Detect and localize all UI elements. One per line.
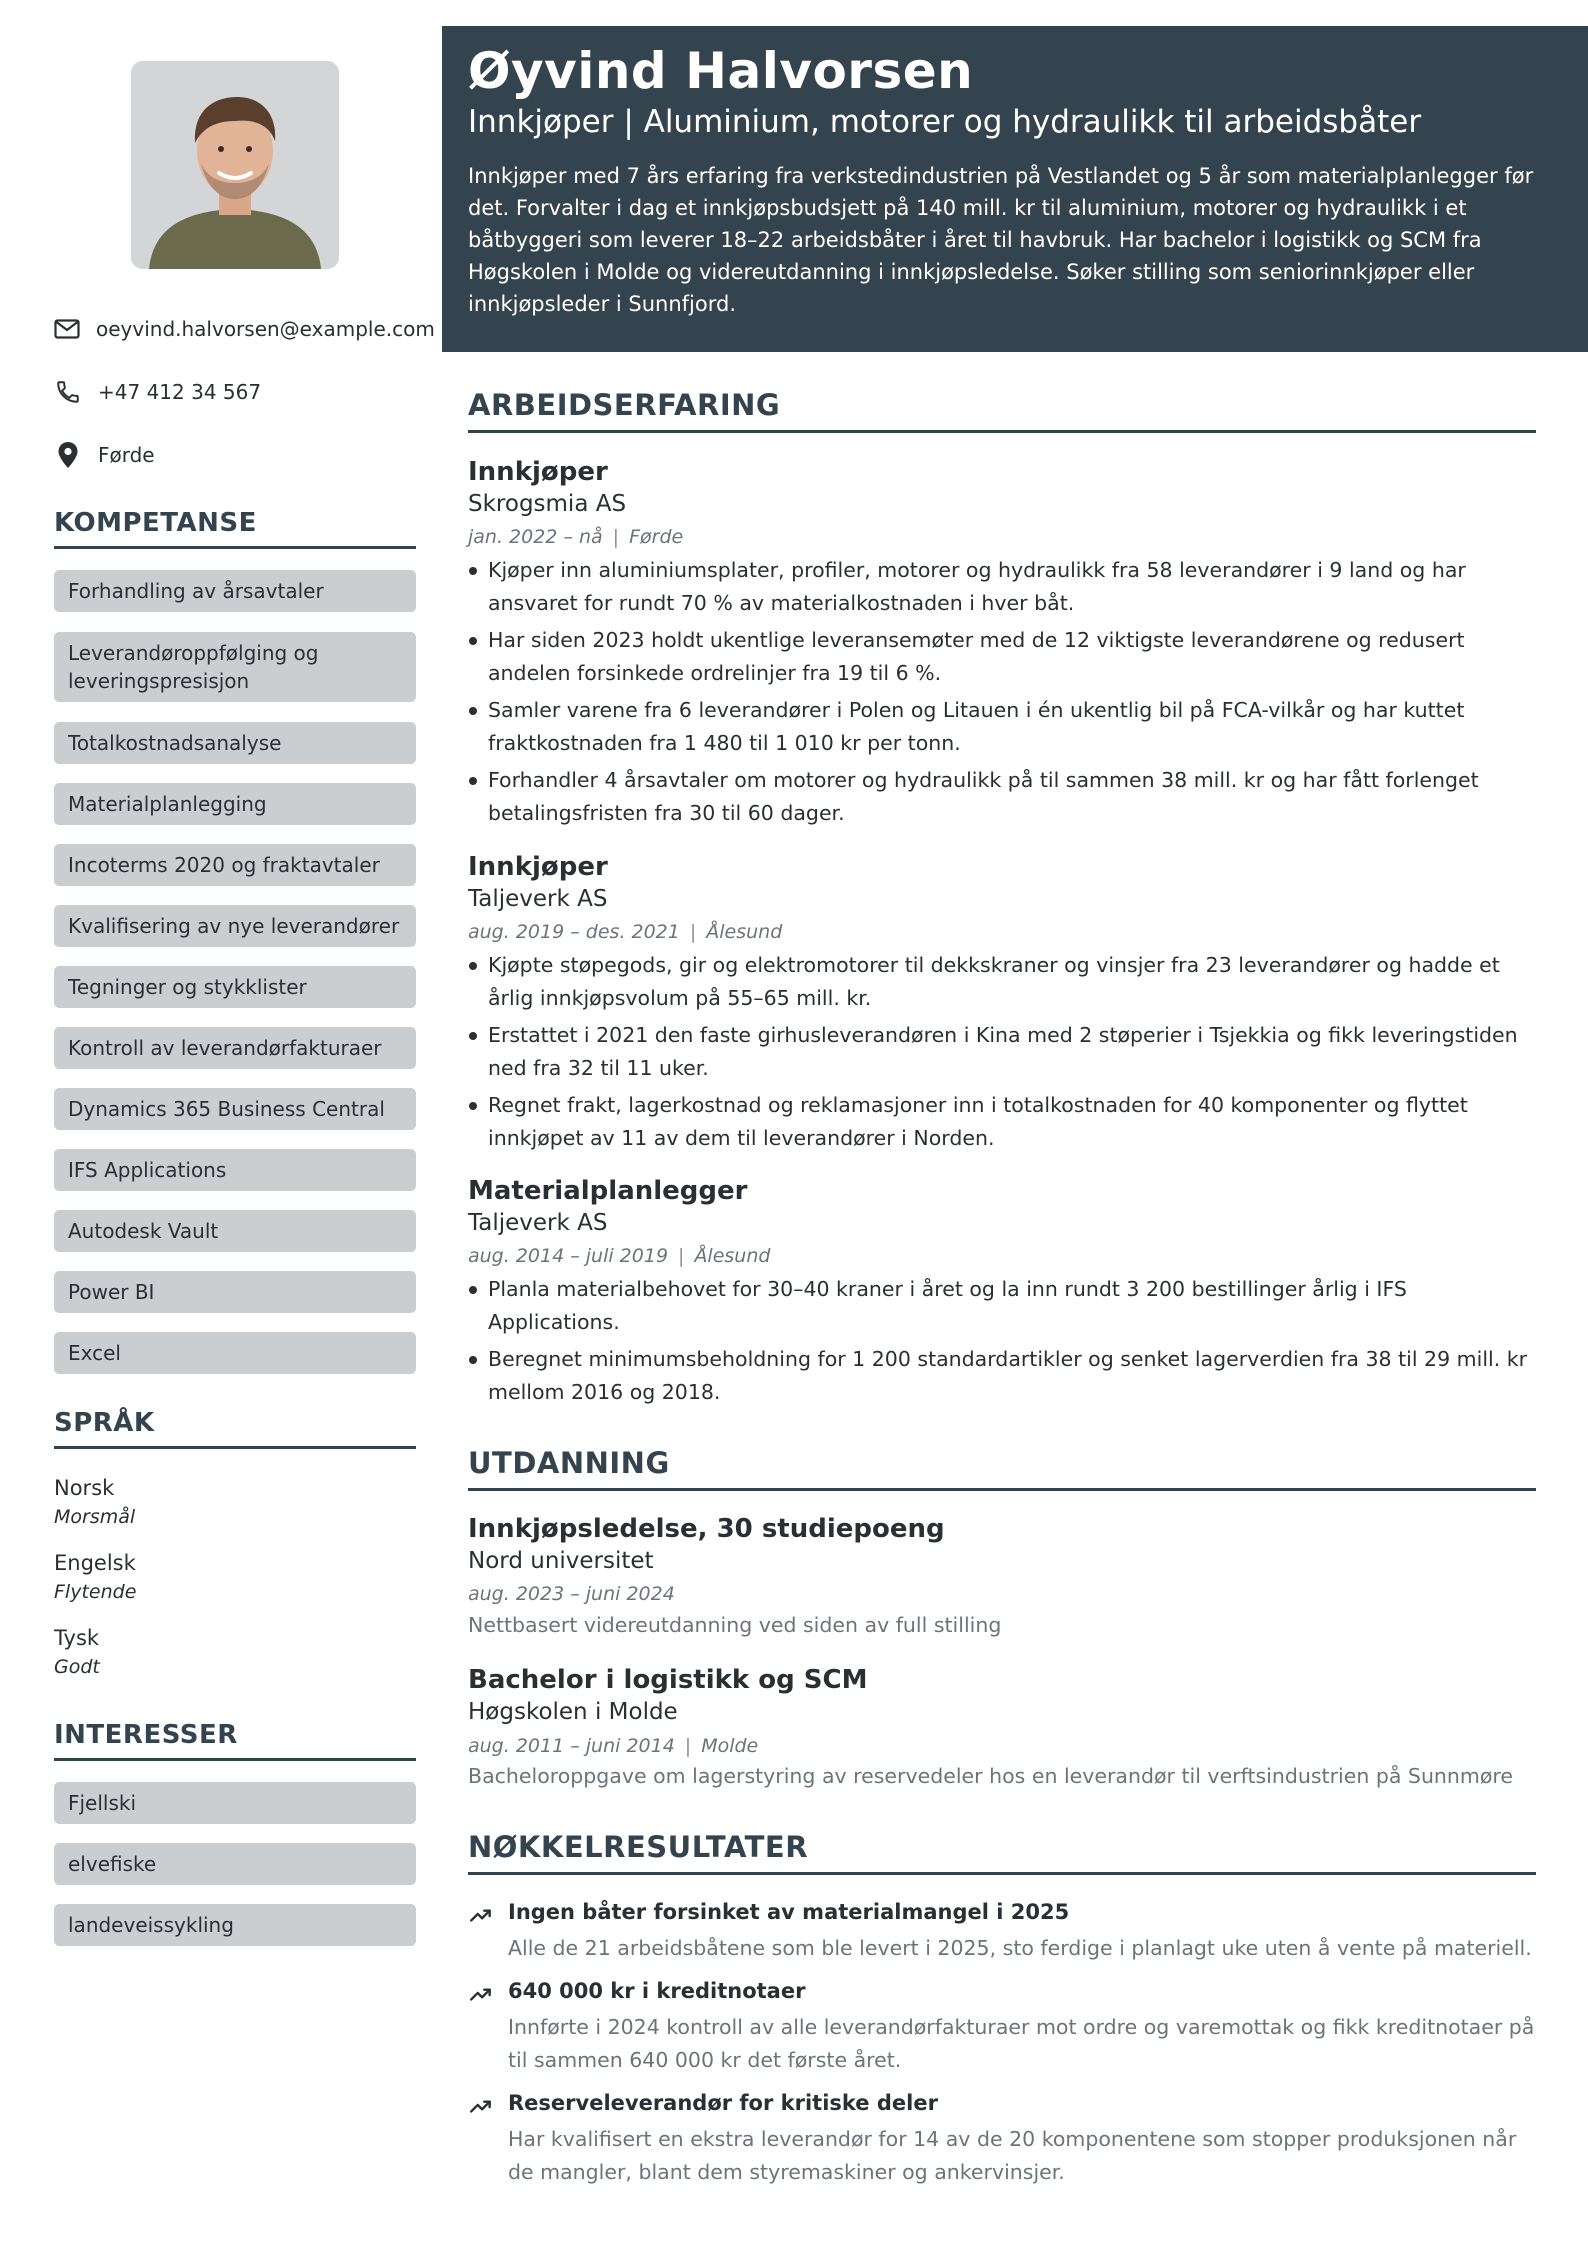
job-bullet: Forhandler 4 årsavtaler om motorer og hydraulikk på til sammen 38 mill. kr og har fått forlenget betalingsfristen fra 30 til 60 dager. — [468, 764, 1540, 830]
interests-heading: INTERESSER — [54, 1720, 416, 1761]
job-bullets — [468, 554, 1540, 834]
result-description: Innførte i 2024 kontroll av alle leverandørfakturaer mot ordre og varemottak og fikk kreditnotaer på til sammen 640 000 kr det første året. — [508, 2015, 1535, 2072]
skill-chip: Tegninger og stykklister — [54, 966, 416, 1008]
skill-chip: Dynamics 365 Business Central — [54, 1088, 416, 1130]
skill-chip: Totalkostnadsanalyse — [54, 722, 416, 764]
language-level: Flytende — [54, 1581, 137, 1603]
skill-chip: Excel — [54, 1332, 416, 1374]
language-level: Morsmål — [54, 1506, 136, 1528]
skill-chip: Kontroll av leverandørfakturaer — [54, 1027, 416, 1069]
profile-photo-illustration — [131, 61, 339, 269]
result-title: 640 000 kr i kreditnotaer — [508, 1979, 806, 2003]
skill-chip: Kvalifisering av nye leverandører — [54, 905, 416, 947]
meta-separator: | — [612, 526, 620, 548]
location-text: Førde — [98, 443, 155, 467]
meta-separator: | — [689, 921, 697, 943]
job-location: Ålesund — [694, 1245, 771, 1267]
job-bullets — [468, 1273, 1540, 1413]
skills-heading: KOMPETANSE — [54, 508, 416, 549]
result-description: Har kvalifisert en ekstra leverandør for 14 av de 20 komponentene som stopper produksjonen når de mangler, blant dem styremaskiner og ankervinsjer. — [508, 2127, 1517, 2184]
job-company: Skrogsmia AS — [468, 491, 627, 517]
interest-chip: landeveissykling — [54, 1904, 416, 1946]
skill-chip: Incoterms 2020 og fraktavtaler — [54, 844, 416, 886]
contact-phone[interactable] — [54, 375, 416, 409]
job-meta — [468, 921, 782, 943]
edu-school: Høgskolen i Molde — [468, 1699, 678, 1725]
edu-meta — [468, 1735, 758, 1757]
trending-up-icon — [468, 1902, 494, 1928]
interest-chip: Fjellski — [54, 1782, 416, 1824]
edu-degree: Innkjøpsledelse, 30 studiepoeng — [468, 1514, 945, 1544]
mail-icon — [54, 315, 80, 343]
job-company: Taljeverk AS — [468, 886, 608, 912]
languages-heading: SPRÅK — [54, 1408, 416, 1449]
skill-chip: Autodesk Vault — [54, 1210, 416, 1252]
job-bullet: Kjøper inn aluminiumsplater, profiler, motorer og hydraulikk fra 58 leverandører i 9 land og har ansvaret for rundt 70 % av materialkostnaden i hver båt. — [468, 554, 1540, 620]
job-title: Innkjøper — [468, 852, 608, 882]
edu-period: aug. 2023 – juni 2024 — [468, 1583, 675, 1605]
job-meta — [468, 526, 683, 548]
edu-location: Molde — [701, 1735, 759, 1757]
edu-description: Nettbasert videreutdanning ved siden av full stilling — [468, 1613, 1002, 1637]
contact-location — [54, 438, 416, 472]
job-bullet: Har siden 2023 holdt ukentlige leveransemøter med de 12 viktigste leverandørene og redusert andelen forsinkede ordrelinjer fra 19 til 6 %. — [468, 624, 1540, 690]
job-title: Innkjøper — [468, 457, 608, 487]
person-summary: Innkjøper med 7 års erfaring fra verkstedindustrien på Vestlandet og 5 år som materialplanlegger før det. Forvalter i dag et innkjøpsbudsjett på 140 mill. kr til aluminium, motorer og hydraulikk i et båtbyggeri som leverer 18–22 arbeidsbåter i året til havbruk. Har bachelor i logistikk og SCM fra Høgskolen i Molde og videreutdanning i innkjøpsledelse. Søker stilling som seniorinnkjøper eller innkjøpsleder i Sunnfjord. — [468, 164, 1534, 316]
job-location: Førde — [629, 526, 684, 548]
edu-degree: Bachelor i logistikk og SCM — [468, 1665, 868, 1695]
job-period: jan. 2022 – nå — [468, 526, 603, 548]
skill-chip: Power BI — [54, 1271, 416, 1313]
contact-email[interactable] — [54, 312, 435, 346]
job-bullet: Samler varene fra 6 leverandører i Polen og Litauen i én ukentlig bil på FCA-vilkår og har kuttet fraktkostnaden fra 1 480 til 1 010 kr per tonn. — [468, 694, 1540, 760]
meta-separator: | — [678, 1245, 685, 1267]
job-title: Materialplanlegger — [468, 1176, 748, 1206]
education-heading: UTDANNING — [468, 1446, 1536, 1491]
edu-description: Bacheloroppgave om lagerstyring av reservedeler hos en leverandør til verftsindustrien på Sunnmøre — [468, 1764, 1514, 1788]
result-description: Alle de 21 arbeidsbåtene som ble levert i 2025, sto ferdige i planlagt uke uten å vente på materiell. — [508, 1936, 1532, 1960]
job-company: Taljeverk AS — [468, 1210, 608, 1236]
edu-period: aug. 2011 – juni 2014 — [468, 1735, 675, 1757]
language-name: Norsk — [54, 1476, 115, 1500]
experience-heading: ARBEIDSERFARING — [468, 388, 1536, 433]
result-title: Reserveleverandør for kritiske deler — [508, 2091, 938, 2115]
language-level: Godt — [54, 1656, 100, 1678]
header-banner — [442, 26, 1588, 352]
skill-chip: Leverandøroppfølging og leveringspresisjon — [54, 632, 416, 702]
job-period: aug. 2019 – des. 2021 — [468, 921, 680, 943]
email-text: oeyvind.halvorsen@example.com — [96, 317, 435, 341]
phone-text: +47 412 34 567 — [98, 380, 262, 404]
person-title: Innkjøper | Aluminium, motorer og hydraulikk til arbeidsbåter — [468, 104, 1422, 140]
trending-up-icon — [468, 1981, 494, 2007]
phone-icon — [54, 378, 82, 406]
job-bullet: Regnet frakt, lagerkostnad og reklamasjoner inn i totalkostnaden for 40 komponenter og flyttet innkjøpet av 11 av dem til leverandører i Norden. — [468, 1089, 1540, 1155]
skill-chip: IFS Applications — [54, 1149, 416, 1191]
meta-separator: | — [684, 1735, 692, 1757]
job-bullet: Planla materialbehovet for 30–40 kraner i året og la inn rundt 3 200 bestillinger årlig i IFS Applications. — [468, 1273, 1540, 1339]
interest-chip: elvefiske — [54, 1843, 416, 1885]
job-meta — [468, 1245, 770, 1267]
results-heading: NØKKELRESULTATER — [468, 1830, 1536, 1875]
skill-chip: Materialplanlegging — [54, 783, 416, 825]
skill-chip: Forhandling av årsavtaler — [54, 570, 416, 612]
job-bullet: Erstattet i 2021 den faste girhusleverandøren i Kina med 2 støperier i Tsjekkia og fikk leveringstiden ned fra 32 til 11 uker. — [468, 1019, 1540, 1085]
job-bullets — [468, 949, 1540, 1159]
trending-up-icon — [468, 2093, 494, 2119]
location-pin-icon — [54, 441, 82, 469]
language-name: Tysk — [54, 1626, 100, 1650]
job-period: aug. 2014 – juli 2019 — [468, 1245, 669, 1267]
job-location: Ålesund — [706, 921, 783, 943]
job-bullet: Kjøpte støpegods, gir og elektromotorer til dekkskraner og vinsjer fra 23 leverandører og hadde et årlig innkjøpsvolum på 55–65 mill. kr. — [468, 949, 1540, 1015]
language-name: Engelsk — [54, 1551, 136, 1575]
profile-photo — [131, 61, 339, 269]
job-bullet: Beregnet minimumsbeholdning for 1 200 standardartikler og senket lagerverdien fra 38 til 29 mill. kr mellom 2016 og 2018. — [468, 1343, 1540, 1409]
result-title: Ingen båter forsinket av materialmangel i 2025 — [508, 1900, 1070, 1924]
edu-school: Nord universitet — [468, 1548, 654, 1574]
person-name: Øyvind Halvorsen — [468, 42, 974, 100]
